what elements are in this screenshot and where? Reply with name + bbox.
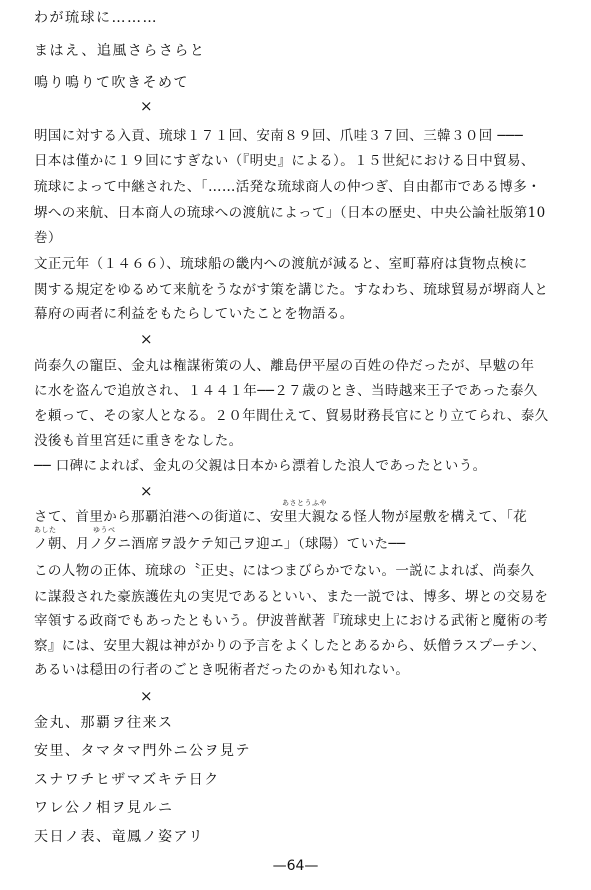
poem-line: ワレ公ノ相ヲ見ルニ [34,800,174,816]
poem-line: スナワチヒザマズキテ日ク [34,772,220,788]
ruby-annotation: あさとうふや [282,499,327,507]
ruby-annotation: あした [34,526,57,534]
section-separator: × [140,482,153,500]
poem-line: 安里、タマタマ門外ニ公ヲ見テ [34,743,251,759]
poem-line: 天日ノ表、竜鳳ノ姿アリ [34,829,204,845]
paragraph-line: さて、首里から那覇泊港への街道に、安里大親なる怪人物が屋敷を構えて、「花 [34,509,528,525]
paragraph-line: に謀殺された豪族護佐丸の実児であるといい、また一説では、博多、堺との交易を [34,589,549,605]
paragraph-line: 尚泰久の寵臣、金丸は権謀術策の人、離島伊平屋の百姓の伜だったが、早魃の年 [34,358,535,374]
paragraph-line: 察』には、安里大親は神がかりの予言をよくしたとあるから、妖僧ラスプーチン、 [34,638,546,654]
poem-line: 金丸、那覇ヲ往来ス [34,715,174,731]
paragraph-line: この人物の正体、琉球の〝正史〟にはつまびらかでない。一説によれば、尚泰久 [34,563,535,579]
section-separator: × [140,330,153,348]
paragraph-line: 関する規定をゆるめて来航をうながす策を講じた。すなわち、琉球貿易が堺商人と [34,282,549,298]
paragraph-line: 宰領する政商でもあったともいう。伊波普猷著『琉球史上における武術と魔術の考 [34,613,549,629]
ruby-annotation: ゆうべ [93,526,116,534]
paragraph-line: 琉球によって中継された、「……活発な琉球商人の仲つぎ、自由都市である博多・ [34,179,542,195]
page-number: —64— [272,858,319,874]
paragraph-line: あるいは穏田の行者のごとき呪術者だったのかも知れない。 [34,662,410,678]
paragraph-line: 文正元年（１４６６）、琉球船の畿内への渡航が減ると、室町幕府は貨物点検に [34,256,528,272]
section-separator: × [140,687,153,705]
paragraph-line: 巻） [34,230,62,246]
poem-line: 鳴り鳴りて吹きそめて [34,75,189,91]
paragraph-line: 没後も首里宮廷に重きをなした。 [34,433,243,449]
paragraph-line: 明国に対する入貢、琉球１７１回、安南８９回、爪哇３７回、三韓３０回 ─── [34,128,523,144]
paragraph-line: 日本は僅かに１９回にすぎない（『明史』による）。１５世紀における日中貿易、 [34,153,535,169]
paragraph-line: 幕府の両者に利益をもたらしていたことを物語る。 [34,306,354,322]
section-separator: × [140,97,153,115]
paragraph-line: に水を盗んで追放され、１４４１年──２７歳のとき、当時越来王子であった泰久 [34,383,538,399]
paragraph-line: 堺への来航、日本商人の琉球への渡航によって」（日本の歴史、中央公論社版第10 [34,205,546,221]
paragraph-line: ── 口碑によれば、金丸の父親は日本から漂着した浪人であったという。 [34,458,487,474]
paragraph-line: を頼って、その家人となる。２０年間仕えて、貿易財務長官にとり立てられ、泰久 [34,408,549,424]
poem-line: まはえ、追風さらさらと [34,43,206,59]
poem-line: わが琉球に……… [34,10,158,26]
paragraph-line: ノ朝、月ノ夕ニ酒席ヲ設ケテ知己ヲ迎エ」（球陽）ていた── [34,536,406,552]
